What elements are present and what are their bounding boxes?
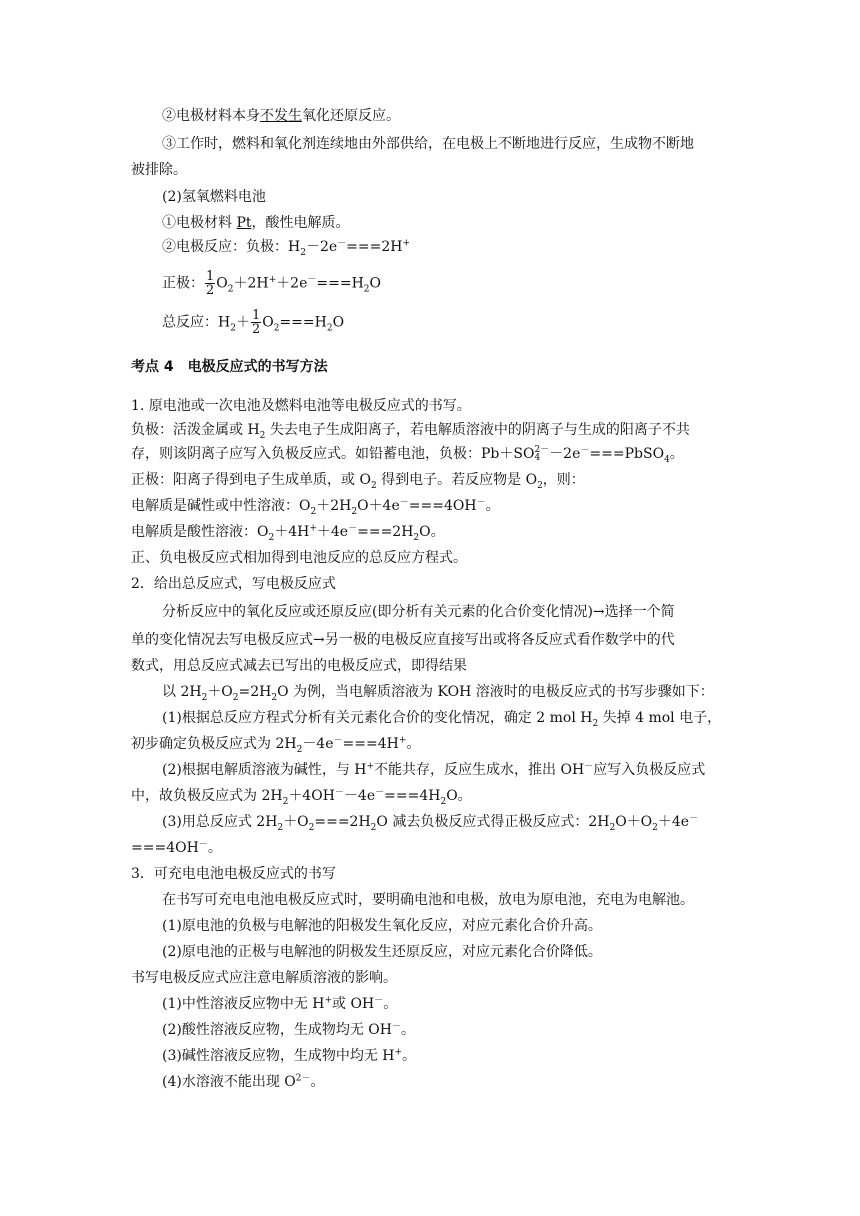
paragraph-line: (1)根据总反应方程式分析有关元素化合价的变化情况，确定 2 mol $H_2$ 失掉 4 mol 电子，: [162, 710, 722, 729]
paragraph-line: 中，故负极反应式为 $2H_2+4OH^--4e^-===4H_2O$。: [131, 787, 472, 807]
paragraph-line: (1)原电池的负极与电解池的阳极发生氧化反应，对应元素化合价升高。: [162, 918, 602, 934]
paragraph-line: 书写电极反应式应注意电解质溶液的影响。: [131, 970, 397, 986]
equation-line: 电解质是酸性溶液：$O_2+4H^++4e^-===2H_2O$。: [131, 523, 445, 543]
negative-electrode-equation: ②电极反应：负极：$H_2-2e^-===2H^+$: [162, 238, 411, 258]
paragraph-line: 正极：阳离子得到电子生成单质，或 $O_2$ 得到电子。若反应物是 $O_2$，则：: [131, 472, 585, 491]
paragraph-line: (2)根据电解质溶液为碱性，与 H+不能共存，反应生成水，推出 OH－应写入负极反应式: [162, 761, 706, 778]
fraction: $\frac{1}{2}$: [206, 269, 215, 298]
numbered-item: 2．给出总反应式，写电极反应式: [131, 576, 336, 592]
text: ，酸性电解质。: [251, 215, 350, 231]
paragraph-line: 正、负电极反应式相加得到电池反应的总反应方程式。: [131, 550, 467, 566]
paragraph-line: 负极：活泼金属或 $H_2$ 失去电子生成阳离子，若电解质溶液中的阴离子与生成的阳离子不共: [131, 422, 690, 441]
rule-item: (3)碱性溶液反应物，生成物中均无 H+。: [162, 1047, 417, 1064]
positive-electrode-equation: 正极： $\frac{1}{2}$ $O_2+2H^++2e^-===H_2O$: [162, 269, 382, 298]
electrode-material-note: [162, 105, 400, 127]
text: 氧化还原反应。: [302, 108, 400, 124]
paragraph-line: 分析反应中的氧化反应或还原反应(即分析有关元素的化合价变化情况)→选择一个简: [162, 604, 675, 620]
paragraph-line: ③工作时，燃料和氧化剂连续地由外部供给，在电极上不断地进行反应，生成物不断地: [162, 136, 694, 152]
rule-item: (4)水溶液不能出现 $O^{2-}$。: [162, 1073, 325, 1090]
subheading: (2)氢氧燃料电池: [162, 189, 266, 205]
electrode-material-pt: [162, 212, 350, 234]
rule-item: (2)酸性溶液反应物，生成物均无 OH－。: [162, 1021, 415, 1038]
paragraph-line: 数式，用总反应式减去已写出的电极反应式，即得结果: [131, 658, 467, 674]
text: ①电极材料: [162, 215, 237, 231]
paragraph-line: ===4OH－。: [131, 839, 222, 856]
paragraph-line: (3)用总反应式 $2H_2+O_2===2H_2O$ 减去负极反应式得正极反应式：$2H_2O+O_2+4e^-$: [162, 813, 699, 833]
numbered-item: 1. 原电池或一次电池及燃料电池等电极反应式的书写。: [131, 398, 471, 414]
paragraph-line: 初步确定负极反应式为 $2H_2-4e^-===4H^+$。: [131, 735, 421, 755]
paragraph-line: 单的变化情况去写电极反应式→另一极的电极反应直接写出或将各反应式看作数学中的代: [131, 632, 675, 648]
paragraph-line: 存，则该阴离子应写入负极反应式。如铅蓄电池，负极：Pb＋SO 2－ 4 －2e－===PbSO$_4$。: [131, 445, 684, 465]
text: ②电极材料本身: [162, 108, 260, 124]
paragraph-line: (2)原电池的正极与电解池的阴极发生还原反应，对应元素化合价降低。: [162, 944, 602, 960]
paragraph-line: 在书写可充电电池电极反应式时，要明确电池和电极，放电为原电池，充电为电解池。: [162, 892, 694, 908]
underlined-text: Pt: [236, 215, 252, 231]
rule-item: (1)中性溶液反应物中无 H+或 OH－。: [162, 995, 398, 1012]
overall-reaction-equation: 总反应：$H_2+$ $\frac{1}{2}$ $O_2===H_2O$: [162, 308, 345, 337]
numbered-item: 3．可充电电池电极反应式的书写: [131, 866, 336, 882]
sulfate-index: 2－ 4: [534, 445, 550, 463]
paragraph-line: 被排除。: [131, 162, 187, 178]
paragraph-line: 以 $2H_2+O_2=2H_2O$ 为例，当电解质溶液为 KOH 溶液时的电极反应式的书写步骤如下：: [162, 684, 714, 703]
underlined-text: 不发生: [260, 108, 302, 124]
section-heading: 考点 4 电极反应式的书写方法: [131, 359, 328, 375]
equation-line: 电解质是碱性或中性溶液：$O_2+2H_2O+4e^-===4OH^-$。: [131, 497, 500, 517]
fraction: $\frac{1}{2}$: [251, 308, 261, 337]
